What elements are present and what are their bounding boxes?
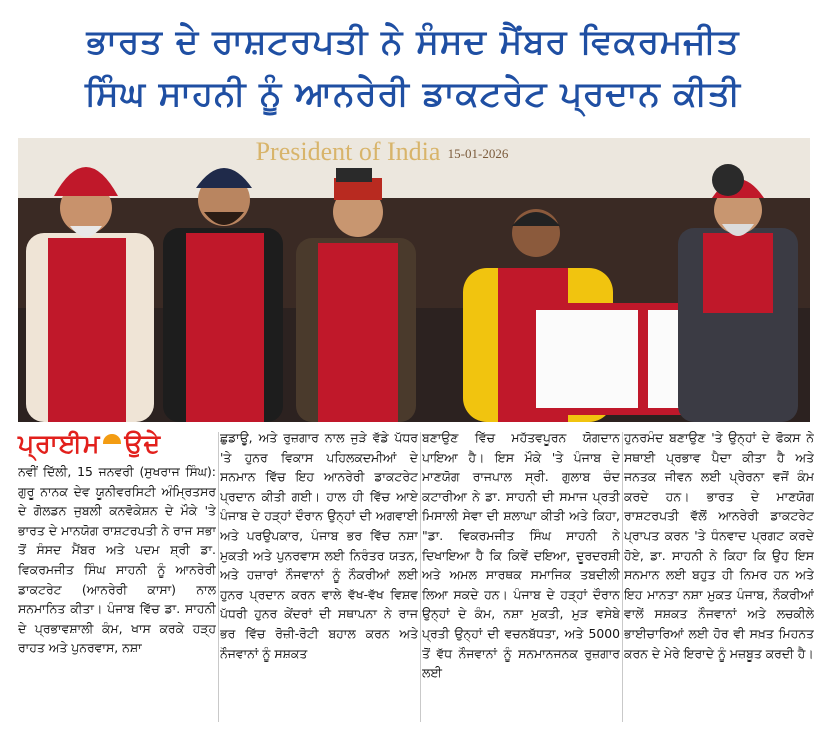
logo-text-1: ਪ੍ਰਾਈਮ (18, 429, 101, 458)
column-divider (622, 432, 623, 722)
article-column-2 (220, 428, 418, 724)
sun-icon (103, 434, 121, 444)
publication-logo (18, 428, 213, 460)
banner-date: 15-01-2026 (447, 146, 509, 161)
headline-line-2: ਸਿੰਘ ਸਾਹਨੀ ਨੂੰ ਆਨਰੇਰੀ ਡਾਕਟਰੇਟ ਪ੍ਰਦਾਨ ਕੀਤੀ (85, 74, 741, 114)
news-photo (18, 138, 810, 422)
headline (0, 0, 826, 136)
column-divider (420, 432, 421, 722)
article-column-4 (624, 428, 814, 724)
banner-text: President of India (255, 138, 441, 166)
column-2-text: ਛੁਡਾਊ, ਅਤੇ ਰੁਜ਼ਗਾਰ ਨਾਲ ਜੁੜੇ ਵੱਡੇ ਪੱਧਰ 'ਤੇ ਹੁਨਰ ਵਿਕਾਸ ਪਹਿਲਕਦਮੀਆਂ ਦੇ ਸਨਮਾਨ ਵਿੱਚ ਇਹ ਆਨਰੇਰੀ ਡਾਕਟਰੇਟ ਪ੍ਰਦਾਨ ਕੀਤੀ ਗਈ। ਹਾਲ ਹੀ ਵਿੱਚ ਆਏ ਪੰਜਾਬ ਦੇ ਹੜ੍ਹਾਂ ਦੌਰਾਨ ਉਨ੍ਹਾਂ ਦੀ ਅਗਵਾਈ ਅਤੇ ਪਰਉਪਕਾਰ, ਪੰਜਾਬ ਭਰ ਵਿੱਚ ਨਸ਼ਾ ਮੁਕਤੀ ਅਤੇ ਪੁਨਰਵਾਸ ਲਈ ਨਿਰੰਤਰ ਯਤਨ, ਅਤੇ ਹਜ਼ਾਰਾਂ ਨੌਜਵਾਨਾਂ ਨੂੰ ਨੌਕਰੀਆਂ ਲਈ ਹੁਨਰ ਪ੍ਰਦਾਨ ਕਰਨ ਵਾਲੇ ਵੱਖ-ਵੱਖ ਵਿਸ਼ਵ ਪੱਧਰੀ ਹੁਨਰ ਕੇਂਦਰਾਂ ਦੀ ਸਥਾਪਨਾ ਨੇ ਰਾਜ ਭਰ ਵਿੱਚ ਰੋਜ਼ੀ-ਰੋਟੀ ਬਹਾਲ ਕਰਨ ਅਤੇ ਨੌਜਵਾਨਾਂ ਨੂੰ ਸਸ਼ਕਤ (220, 430, 418, 661)
column-divider (218, 432, 219, 722)
column-1-text: ਨਵੀਂ ਦਿੱਲੀ, 15 ਜਨਵਰੀ (ਸੁਖਰਾਜ ਸਿੰਘ): ਗੁਰੂ ਨਾਨਕ ਦੇਵ ਯੂਨੀਵਰਸਿਟੀ ਅੰਮ੍ਰਿਤਸਰ ਦੇ ਗੋਲਡਨ ਜੁਬਲੀ ਕਨਵੋਕੇਸ਼ਨ ਦੇ ਮੌਕੇ 'ਤੇ ਭਾਰਤ ਦੇ ਮਾਨਯੋਗ ਰਾਸ਼ਟਰਪਤੀ ਨੇ ਰਾਜ ਸਭਾ ਤੋਂ ਸੰਸਦ ਮੈਂਬਰ ਅਤੇ ਪਦਮ ਸ਼੍ਰੀ ਡਾ. ਵਿਕਰਮਜੀਤ ਸਿੰਘ ਸਾਹਨੀ ਨੂੰ ਆਨਰੇਰੀ ਡਾਕਟਰੇਟ (ਆਨਰੇਰੀ ਕਾਸਾ) ਨਾਲ ਸਨਮਾਨਿਤ ਕੀਤਾ। ਪੰਜਾਬ ਵਿੱਚ ਡਾ. ਸਾਹਨੀ ਦੇ ਪ੍ਰਭਾਵਸ਼ਾਲੀ ਕੰਮ, ਖਾਸ ਕਰਕੇ ਹੜ੍ਹ ਰਾਹਤ ਅਤੇ ਪੁਨਰਵਾਸ, ਨਸ਼ਾ (18, 464, 216, 656)
column-4-text: ਹੁਨਰਮੰਦ ਬਣਾਉਣ 'ਤੇ ਉਨ੍ਹਾਂ ਦੇ ਫੋਕਸ ਨੇ ਸਥਾਈ ਪ੍ਰਭਾਵ ਪੈਦਾ ਕੀਤਾ ਹੈ ਅਤੇ ਜਨਤਕ ਜੀਵਨ ਲਈ ਪ੍ਰੇਰਨਾ ਵਜੋਂ ਕੰਮ ਕਰਦੇ ਹਨ। ਭਾਰਤ ਦੇ ਮਾਣਯੋਗ ਰਾਸ਼ਟਰਪਤੀ ਵੱਲੋਂ ਆਨਰੇਰੀ ਡਾਕਟਰੇਟ ਪ੍ਰਾਪਤ ਕਰਨ 'ਤੇ ਧੰਨਵਾਦ ਪ੍ਰਗਟ ਕਰਦੇ ਹੋਏ, ਡਾ. ਸਾਹਨੀ ਨੇ ਕਿਹਾ ਕਿ ਉਹ ਇਸ ਸਨਮਾਨ ਲਈ ਬਹੁਤ ਹੀ ਨਿਮਰ ਹਨ ਅਤੇ ਇਹ ਮਾਨਤਾ ਨਸ਼ਾ ਮੁਕਤ ਪੰਜਾਬ, ਨੌਕਰੀਆਂ ਵਾਲੇਂ ਸਸ਼ਕਤ ਨੌਜਵਾਨਾਂ ਅਤੇ ਲਚਕੀਲੇ ਭਾਈਚਾਰਿਆਂ ਲਈ ਹੋਰ ਵੀ ਸਖ਼ਤ ਮਿਹਨਤ ਕਰਨ ਦੇ ਮੇਰੇ ਇਰਾਦੇ ਨੂੰ ਮਜ਼ਬੂਤ ਕਰਦੀ ਹੈ। (624, 430, 814, 661)
headline-line-1: ਭਾਰਤ ਦੇ ਰਾਸ਼ਟਰਪਤੀ ਨੇ ਸੰਸਦ ਮੈਂਬਰ ਵਿਕਰਮਜੀਤ (86, 22, 740, 62)
article-column-1 (18, 462, 216, 724)
article-column-3 (422, 428, 620, 724)
column-3-text: ਬਣਾਉਣ ਵਿੱਚ ਮਹੱਤਵਪੂਰਨ ਯੋਗਦਾਨ ਪਾਇਆ ਹੈ। ਇਸ ਮੌਕੇ 'ਤੇ ਪੰਜਾਬ ਦੇ ਮਾਣਯੋਗ ਰਾਜਪਾਲ ਸ੍ਰੀ. ਗੁਲਾਬ ਚੰਦ ਕਟਾਰੀਆ ਨੇ ਡਾ. ਸਾਹਨੀ ਦੀ ਸਮਾਜ ਪ੍ਰਤੀ ਮਿਸਾਲੀ ਸੇਵਾ ਦੀ ਸ਼ਲਾਘਾ ਕੀਤੀ ਅਤੇ ਕਿਹਾ, "ਡਾ. ਵਿਕਰਮਜੀਤ ਸਿੰਘ ਸਾਹਨੀ ਨੇ ਦਿਖਾਇਆ ਹੈ ਕਿ ਕਿਵੇਂ ਦਇਆ, ਦੂਰਦਰਸ਼ੀ ਅਤੇ ਅਮਲ ਸਾਰਥਕ ਸਮਾਜਿਕ ਤਬਦੀਲੀ ਲਿਆ ਸਕਦੇ ਹਨ। ਪੰਜਾਬ ਦੇ ਹੜ੍ਹਾਂ ਦੌਰਾਨ ਉਨ੍ਹਾਂ ਦੇ ਕੰਮ, ਨਸ਼ਾ ਮੁਕਤੀ, ਮੁੜ ਵਸੇਬੇ ਪ੍ਰਤੀ ਉਨ੍ਹਾਂ ਦੀ ਵਚਨਬੱਧਤਾ, ਅਤੇ 5000 ਤੋਂ ਵੱਧ ਨੌਜਵਾਨਾਂ ਨੂੰ ਸਨਮਾਨਜਨਕ ਰੁਜ਼ਗਾਰ ਲਈ (422, 430, 620, 681)
logo-text-2: ਉਦੇ (124, 429, 162, 458)
article-body (18, 428, 814, 728)
